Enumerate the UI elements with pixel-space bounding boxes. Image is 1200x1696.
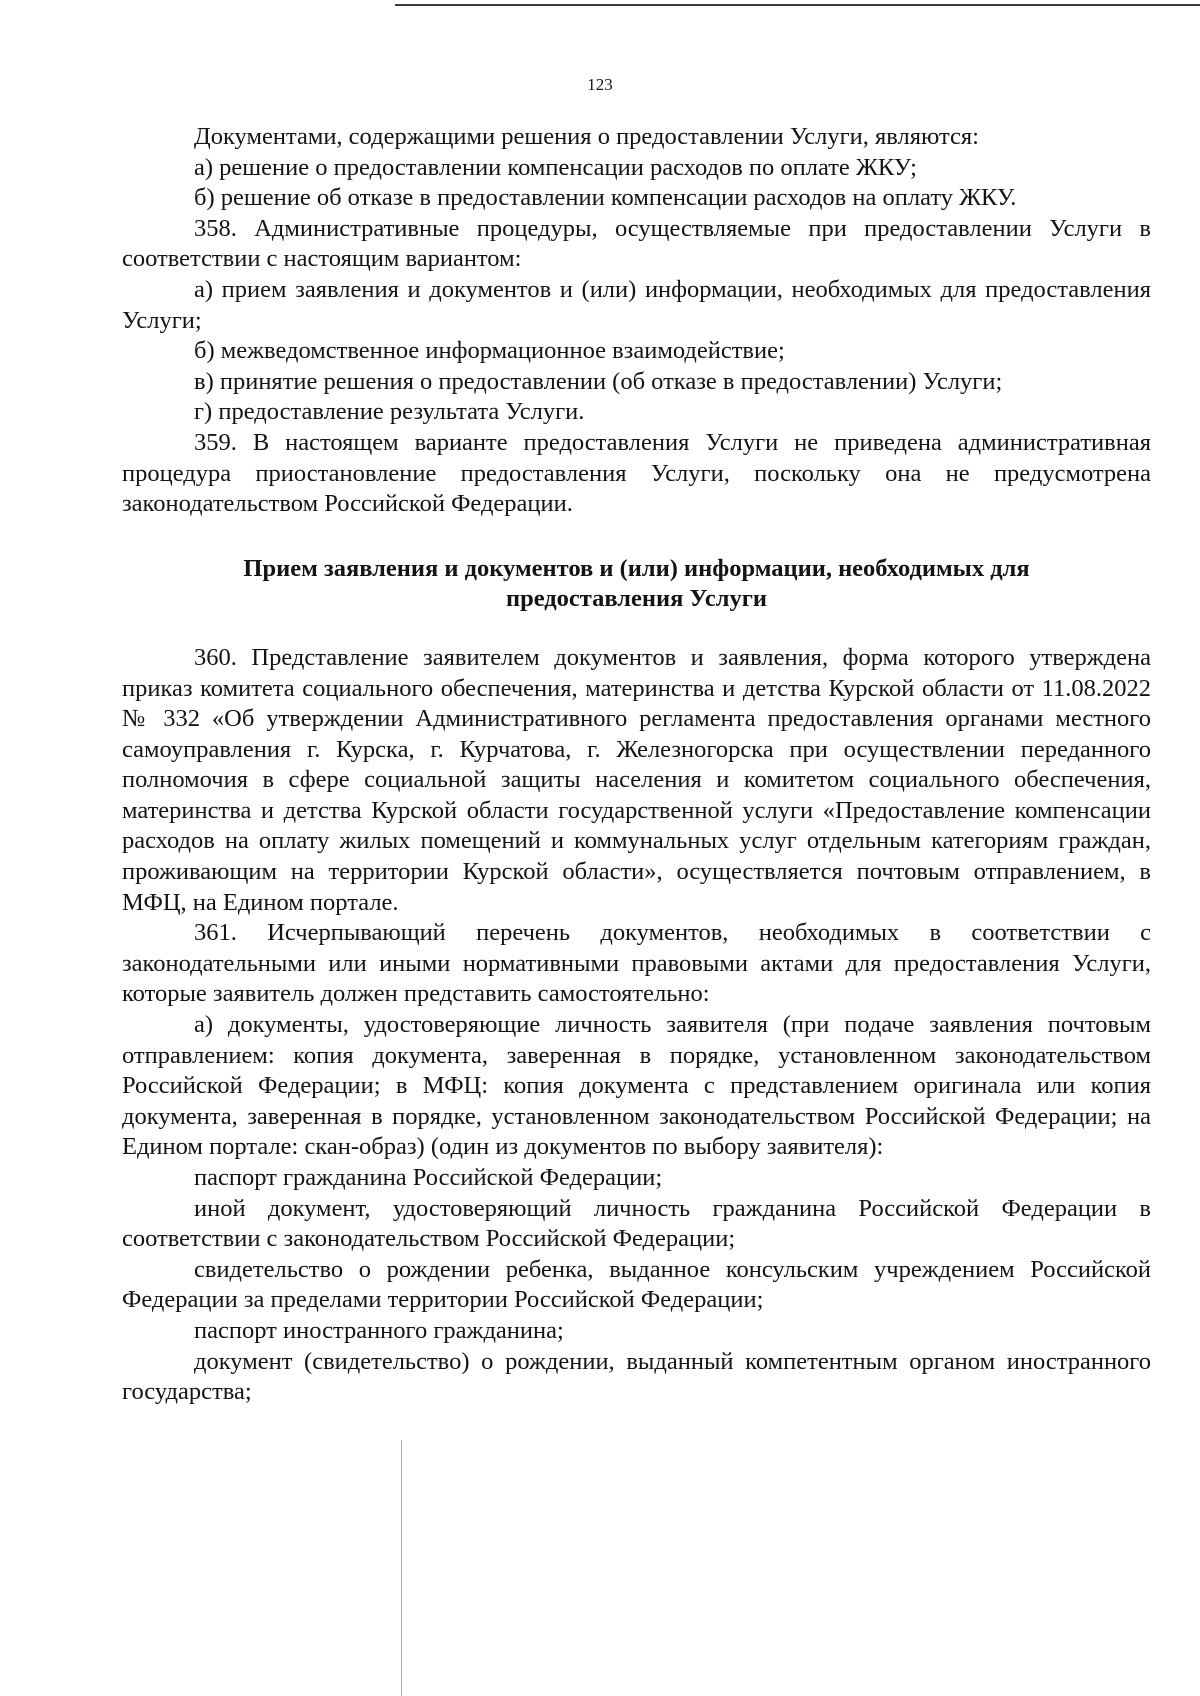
list-item-foreign-birth-document: документ (свидетельство) о рождении, выданный компетентным органом иностранного государства; xyxy=(122,1347,1151,1406)
document-body xyxy=(122,122,1151,1408)
paragraph-358-v: в) принятие решения о предоставлении (об отказе в предоставлении) Услуги; xyxy=(194,367,1003,395)
paragraph-358: 358. Административные процедуры, осуществляемые при предоставлении Услуги в соответствии с настоящим вариантом: xyxy=(122,214,1151,273)
paragraph-359: 359. В настоящем варианте предоставления Услуги не приведена административная процедура приостановление предоставления Услуги, поскольку она не предусмотрена законодательством Российской Федерации. xyxy=(122,428,1151,518)
list-item-foreign-passport: паспорт иностранного гражданина; xyxy=(194,1316,564,1344)
paragraph-361: 361. Исчерпывающий перечень документов, необходимых в соответствии с законодательными или иными нормативными правовыми актами для предоставления Услуги, которые заявитель должен представить самостоятельно: xyxy=(122,919,1151,1008)
list-item-birth-certificate-consular: свидетельство о рождении ребенка, выданное консульским учреждением Российской Федерации за пределами территории Российской Федерации; xyxy=(122,1255,1151,1314)
paragraph-results-intro: Документами, содержащими решения о предоставлении Услуги, являются: xyxy=(194,123,979,150)
paragraph-361-a: а) документы, удостоверяющие личность заявителя (при подаче заявления почтовым отправлением: копия документа, заверенная в порядке, установленном законодательством Российской Федерации; в МФЦ: копия документа с представлением оригинала или копия документа, заверенная в порядке, установленном законодательством Российской Федерации; на Едином портале: скан-образ) (один из документов по выбору заявителя): xyxy=(122,1011,1151,1161)
list-item-passport-rf: паспорт гражданина Российской Федерации; xyxy=(194,1164,663,1191)
spacer xyxy=(122,615,1151,643)
paragraph-358-g: г) предоставление результата Услуги. xyxy=(194,398,585,426)
paragraph-360: 360. Представление заявителем документов и заявления, форма которого утверждена приказ комитета социального обеспечения, материнства и детства Курской области от 11.08.2022 № 332 «Об утверждении Административного регламента предоставления органами местного самоуправления г. Курска, г. Курчатова, г. Железногорска при осуществлении переданного полномочия в сфере социальной защиты населения и комитетом социального обеспечения, материнства и детства Курской области государственной услуги «Предоставление компенсации расходов на оплату жилых помещений и коммунальных услуг отдельным категориям граждан, проживающим на территории Курской области», осуществляется почтовым отправлением, в МФЦ, на Едином портале. xyxy=(122,643,1151,916)
spacer xyxy=(122,520,1151,554)
paragraph-item-b: б) решение об отказе в предоставлении компенсации расходов на оплату ЖКУ. xyxy=(194,184,1017,212)
page-number: 123 xyxy=(587,75,613,94)
scan-fold-line xyxy=(401,1440,402,1696)
section-heading: Прием заявления и документов и (или) информации, необходимых для предоставления Услуги xyxy=(243,554,1030,613)
paragraph-item-a: а) решение о предоставлении компенсации расходов по оплате ЖКУ; xyxy=(194,153,917,181)
list-item-other-id: иной документ, удостоверяющий личность гражданина Российской Федерации в соответствии с законодательством Российской Федерации; xyxy=(122,1194,1151,1253)
scan-edge-line xyxy=(395,4,1200,6)
paragraph-358-b: б) межведомственное информационное взаимодействие; xyxy=(194,337,785,365)
paragraph-358-a: а) прием заявления и документов и (или) информации, необходимых для предоставления Услуги; xyxy=(122,275,1151,334)
